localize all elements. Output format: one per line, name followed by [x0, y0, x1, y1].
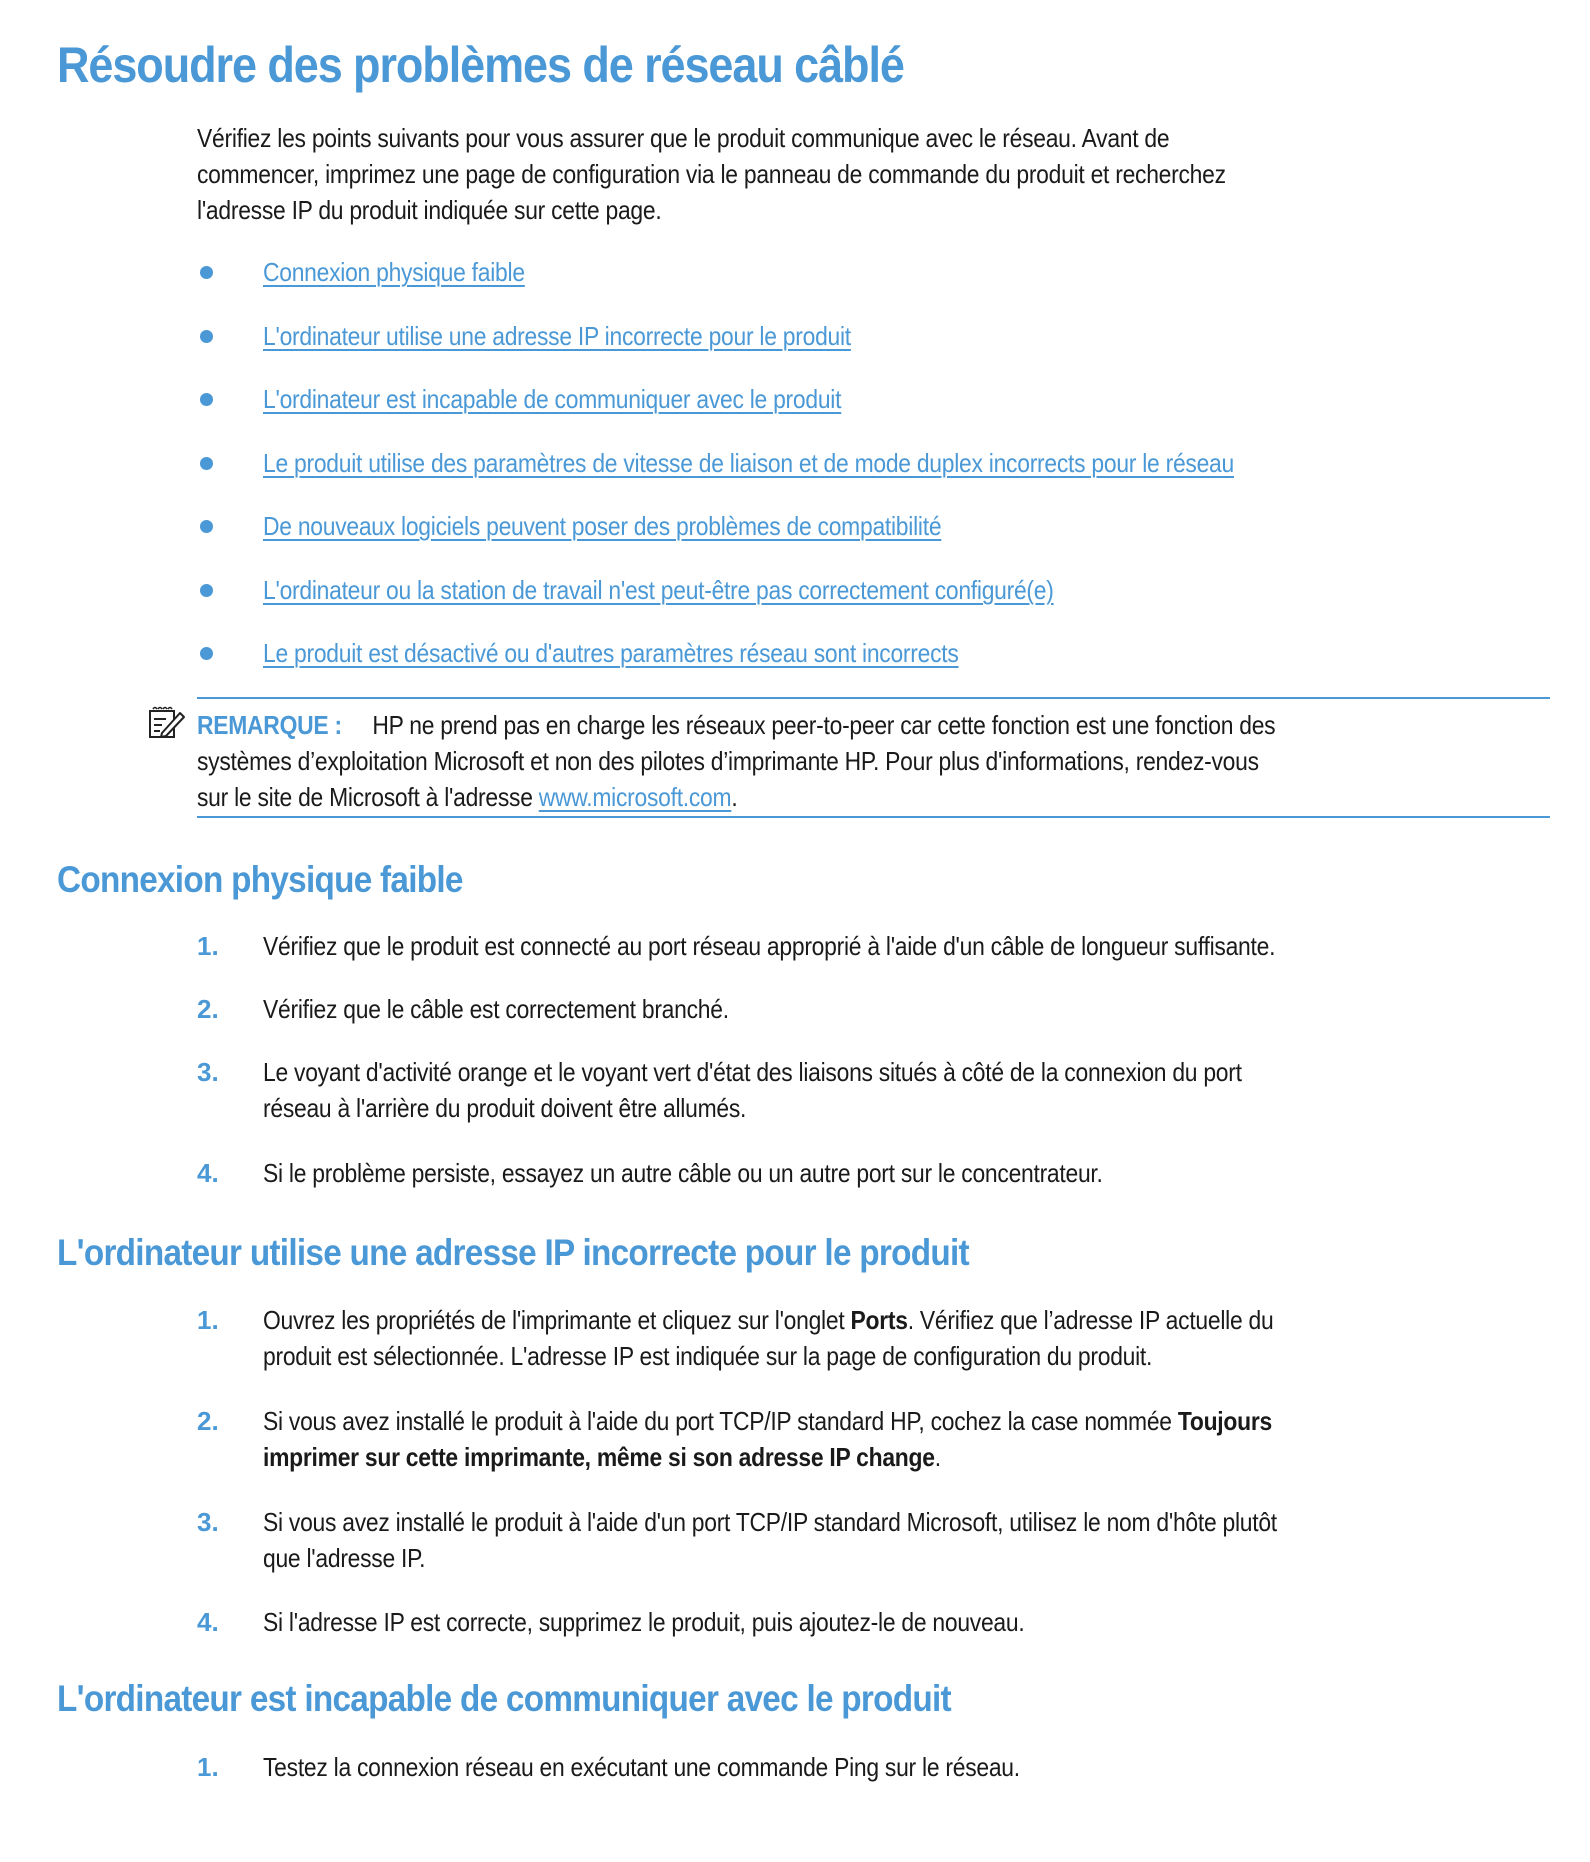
section-heading: Connexion physique faible — [57, 859, 463, 900]
bullet-icon — [200, 520, 213, 533]
link-nouveaux-logiciels[interactable]: De nouveaux logiciels peuvent poser des problèmes de compatibilité — [263, 511, 942, 541]
link-incapable-communiquer[interactable]: L'ordinateur est incapable de communiquer avec le produit — [263, 384, 842, 414]
step-line: que l'adresse IP. — [263, 1543, 426, 1573]
note-line: HP ne prend pas en charge les réseaux peer-to-peer car cette fonction est une fonction des — [372, 710, 1276, 740]
step-text — [263, 1504, 1277, 1576]
step-number: 4. — [197, 1158, 219, 1188]
step-number: 2. — [197, 1406, 219, 1436]
step-number: 1. — [197, 931, 219, 961]
step-number: 1. — [197, 1752, 219, 1782]
note-text — [197, 707, 1275, 815]
section-heading: L'ordinateur est incapable de communiquer avec le produit — [57, 1678, 951, 1719]
checkbox-label: imprimer sur cette imprimante, même si son adresse IP change — [263, 1442, 935, 1472]
intro-line: commencer, imprimez une page de configuration via le panneau de commande du produit et recherchez — [197, 159, 1226, 189]
link-connexion-physique[interactable]: Connexion physique faible — [263, 257, 525, 287]
bullet-icon — [200, 330, 213, 343]
step-text — [263, 1302, 1273, 1374]
page-title: Résoudre des problèmes de réseau câblé — [57, 37, 904, 93]
note-punctuation: . — [731, 782, 738, 812]
note-line: sur le site de Microsoft à l'adresse — [197, 782, 539, 812]
step-punctuation: . — [934, 1442, 941, 1472]
intro-line: Vérifiez les points suivants pour vous assurer que le produit communique avec le réseau. Avant de — [197, 123, 1170, 153]
step-line: réseau à l'arrière du produit doivent être allumés. — [263, 1093, 747, 1123]
step-line: Le voyant d'activité orange et le voyant vert d'état des liaisons situés à côté de la connexion du port — [263, 1057, 1242, 1087]
microsoft-link[interactable]: www.microsoft.com — [538, 782, 732, 812]
bullet-icon — [200, 393, 213, 406]
step-text — [263, 1403, 1272, 1475]
step-line: Si vous avez installé le produit à l'aide d'un port TCP/IP standard Microsoft, utilisez le nom d'hôte plutôt — [263, 1507, 1277, 1537]
step-text: Testez la connexion réseau en exécutant une commande Ping sur le réseau. — [263, 1752, 1020, 1782]
step-number: 3. — [197, 1057, 219, 1087]
step-text: Si le problème persiste, essayez un autre câble ou un autre port sur le concentrateur. — [263, 1158, 1103, 1188]
step-line: Ouvrez les propriétés de l'imprimante et cliquez sur l'onglet — [263, 1305, 851, 1335]
note-line: systèmes d’exploitation Microsoft et non des pilotes d’imprimante HP. Pour plus d'informations, rendez-vous — [197, 746, 1259, 776]
step-number: 4. — [197, 1607, 219, 1637]
step-text: Si l'adresse IP est correcte, supprimez le produit, puis ajoutez-le de nouveau. — [263, 1607, 1025, 1637]
link-station-configuree[interactable]: L'ordinateur ou la station de travail n'est peut-être pas correctement configuré(e) — [263, 575, 1054, 605]
step-text: Vérifiez que le produit est connecté au port réseau approprié à l'aide d'un câble de longueur suffisante. — [263, 931, 1276, 961]
step-line: . Vérifiez que l’adresse IP actuelle du — [907, 1305, 1274, 1335]
bullet-icon — [200, 584, 213, 597]
step-line: Si vous avez installé le produit à l'aide du port TCP/IP standard HP, cochez la case nommée — [263, 1406, 1178, 1436]
intro-paragraph — [197, 120, 1226, 228]
checkbox-label: Toujours — [1177, 1406, 1272, 1436]
note-pencil-icon — [148, 705, 186, 739]
note-label: REMARQUE : — [197, 710, 342, 740]
ports-tab-label: Ports — [850, 1305, 908, 1335]
step-text — [263, 1054, 1242, 1126]
step-text: Vérifiez que le câble est correctement branché. — [263, 994, 729, 1024]
section-heading: L'ordinateur utilise une adresse IP incorrecte pour le produit — [57, 1232, 969, 1273]
link-vitesse-duplex[interactable]: Le produit utilise des paramètres de vitesse de liaison et de mode duplex incorrects pour le réseau — [263, 448, 1234, 478]
note-top-rule — [197, 697, 1550, 699]
intro-line: l'adresse IP du produit indiquée sur cette page. — [197, 195, 662, 225]
bullet-icon — [200, 457, 213, 470]
step-number: 2. — [197, 994, 219, 1024]
bullet-icon — [200, 647, 213, 660]
step-number: 1. — [197, 1305, 219, 1335]
note-bottom-rule — [197, 816, 1550, 818]
link-adresse-ip-incorrecte[interactable]: L'ordinateur utilise une adresse IP incorrecte pour le produit — [263, 321, 851, 351]
step-number: 3. — [197, 1507, 219, 1537]
link-produit-desactive[interactable]: Le produit est désactivé ou d'autres paramètres réseau sont incorrects — [263, 638, 959, 668]
step-line: produit est sélectionnée. L'adresse IP est indiquée sur la page de configuration du produit. — [263, 1341, 1153, 1371]
bullet-icon — [200, 266, 213, 279]
